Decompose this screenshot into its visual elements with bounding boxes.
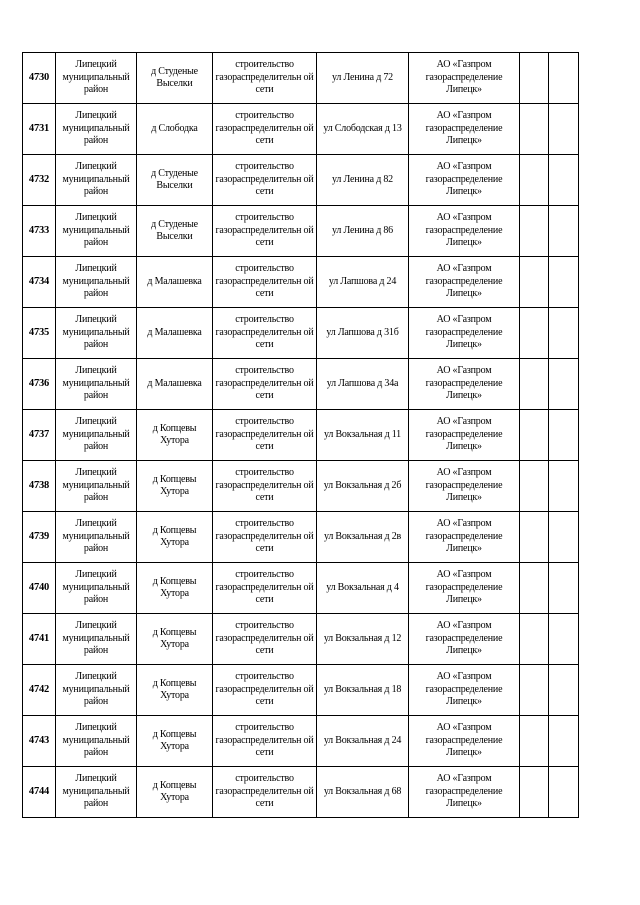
object-cell: строительство газораспределительн ой сети [213,308,317,359]
empty-cell [520,614,549,665]
settlement-cell: д Копцевы Хутора [137,563,213,614]
empty-cell [520,308,549,359]
owner-cell: АО «Газпром газораспределение Липецк» [409,716,520,767]
row-number: 4737 [23,410,56,461]
row-number: 4741 [23,614,56,665]
district-cell: Липецкий муниципальный район [56,155,137,206]
object-cell: строительство газораспределительн ой сети [213,614,317,665]
empty-cell [549,359,579,410]
owner-cell: АО «Газпром газораспределение Липецк» [409,155,520,206]
settlement-cell: д Малашевка [137,257,213,308]
district-cell: Липецкий муниципальный район [56,359,137,410]
owner-cell: АО «Газпром газораспределение Липецк» [409,461,520,512]
address-cell: ул Слободская д 13 [317,104,409,155]
district-cell: Липецкий муниципальный район [56,206,137,257]
owner-cell: АО «Газпром газораспределение Липецк» [409,104,520,155]
object-cell: строительство газораспределительн ой сети [213,716,317,767]
empty-cell [520,104,549,155]
district-cell: Липецкий муниципальный район [56,410,137,461]
empty-cell [520,257,549,308]
address-cell: ул Вокзальная д 4 [317,563,409,614]
table-row [23,104,579,155]
table-row [23,614,579,665]
empty-cell [520,716,549,767]
empty-cell [520,206,549,257]
table-row [23,257,579,308]
object-cell: строительство газораспределительн ой сети [213,461,317,512]
empty-cell [520,512,549,563]
object-cell: строительство газораспределительн ой сети [213,53,317,104]
district-cell: Липецкий муниципальный район [56,257,137,308]
address-cell: ул Вокзальная д 2в [317,512,409,563]
empty-cell [549,665,579,716]
empty-cell [549,155,579,206]
empty-cell [549,461,579,512]
address-cell: ул Ленина д 86 [317,206,409,257]
object-cell: строительство газораспределительн ой сети [213,104,317,155]
owner-cell: АО «Газпром газораспределение Липецк» [409,257,520,308]
object-cell: строительство газораспределительн ой сети [213,563,317,614]
object-cell: строительство газораспределительн ой сети [213,665,317,716]
row-number: 4736 [23,359,56,410]
object-cell: строительство газораспределительн ой сети [213,512,317,563]
table-row [23,155,579,206]
settlement-cell: д Студеные Выселки [137,155,213,206]
row-number: 4739 [23,512,56,563]
district-cell: Липецкий муниципальный район [56,512,137,563]
table-row [23,563,579,614]
object-cell: строительство газораспределительн ой сети [213,410,317,461]
district-cell: Липецкий муниципальный район [56,104,137,155]
settlement-cell: д Малашевка [137,308,213,359]
empty-cell [549,563,579,614]
address-cell: ул Лапшова д 24 [317,257,409,308]
object-cell: строительство газораспределительн ой сети [213,206,317,257]
registry-table [22,52,579,818]
row-number: 4738 [23,461,56,512]
empty-cell [520,359,549,410]
empty-cell [520,410,549,461]
owner-cell: АО «Газпром газораспределение Липецк» [409,512,520,563]
row-number: 4744 [23,767,56,818]
row-number: 4730 [23,53,56,104]
district-cell: Липецкий муниципальный район [56,614,137,665]
empty-cell [549,512,579,563]
district-cell: Липецкий муниципальный район [56,461,137,512]
address-cell: ул Лапшова д 34а [317,359,409,410]
row-number: 4742 [23,665,56,716]
table-body [23,53,579,818]
table-row [23,512,579,563]
table-row [23,410,579,461]
table-row [23,53,579,104]
row-number: 4732 [23,155,56,206]
owner-cell: АО «Газпром газораспределение Липецк» [409,410,520,461]
row-number: 4734 [23,257,56,308]
empty-cell [520,767,549,818]
settlement-cell: д Копцевы Хутора [137,410,213,461]
district-cell: Липецкий муниципальный район [56,716,137,767]
district-cell: Липецкий муниципальный район [56,563,137,614]
settlement-cell: д Слободка [137,104,213,155]
owner-cell: АО «Газпром газораспределение Липецк» [409,665,520,716]
empty-cell [549,716,579,767]
row-number: 4733 [23,206,56,257]
settlement-cell: д Копцевы Хутора [137,716,213,767]
district-cell: Липецкий муниципальный район [56,53,137,104]
settlement-cell: д Копцевы Хутора [137,512,213,563]
empty-cell [549,53,579,104]
empty-cell [520,665,549,716]
address-cell: ул Вокзальная д 12 [317,614,409,665]
address-cell: ул Вокзальная д 68 [317,767,409,818]
table-row [23,716,579,767]
address-cell: ул Лапшова д 31б [317,308,409,359]
row-number: 4740 [23,563,56,614]
table-row [23,461,579,512]
settlement-cell: д Копцевы Хутора [137,767,213,818]
empty-cell [549,767,579,818]
owner-cell: АО «Газпром газораспределение Липецк» [409,206,520,257]
settlement-cell: д Копцевы Хутора [137,665,213,716]
district-cell: Липецкий муниципальный район [56,665,137,716]
row-number: 4743 [23,716,56,767]
object-cell: строительство газораспределительн ой сети [213,257,317,308]
settlement-cell: д Студеные Выселки [137,53,213,104]
empty-cell [549,308,579,359]
owner-cell: АО «Газпром газораспределение Липецк» [409,53,520,104]
object-cell: строительство газораспределительн ой сети [213,767,317,818]
owner-cell: АО «Газпром газораспределение Липецк» [409,308,520,359]
row-number: 4735 [23,308,56,359]
empty-cell [549,410,579,461]
district-cell: Липецкий муниципальный район [56,308,137,359]
address-cell: ул Вокзальная д 24 [317,716,409,767]
address-cell: ул Вокзальная д 2б [317,461,409,512]
empty-cell [549,614,579,665]
row-number: 4731 [23,104,56,155]
table-row [23,206,579,257]
object-cell: строительство газораспределительн ой сети [213,155,317,206]
object-cell: строительство газораспределительн ой сети [213,359,317,410]
table-row [23,665,579,716]
address-cell: ул Ленина д 72 [317,53,409,104]
settlement-cell: д Копцевы Хутора [137,614,213,665]
settlement-cell: д Студеные Выселки [137,206,213,257]
table-row [23,359,579,410]
owner-cell: АО «Газпром газораспределение Липецк» [409,614,520,665]
owner-cell: АО «Газпром газораспределение Липецк» [409,563,520,614]
settlement-cell: д Малашевка [137,359,213,410]
empty-cell [520,563,549,614]
owner-cell: АО «Газпром газораспределение Липецк» [409,359,520,410]
district-cell: Липецкий муниципальный район [56,767,137,818]
address-cell: ул Вокзальная д 11 [317,410,409,461]
settlement-cell: д Копцевы Хутора [137,461,213,512]
empty-cell [520,155,549,206]
address-cell: ул Ленина д 82 [317,155,409,206]
owner-cell: АО «Газпром газораспределение Липецк» [409,767,520,818]
table-row [23,308,579,359]
empty-cell [549,206,579,257]
table-row [23,767,579,818]
empty-cell [520,53,549,104]
empty-cell [549,104,579,155]
address-cell: ул Вокзальная д 18 [317,665,409,716]
empty-cell [549,257,579,308]
empty-cell [520,461,549,512]
